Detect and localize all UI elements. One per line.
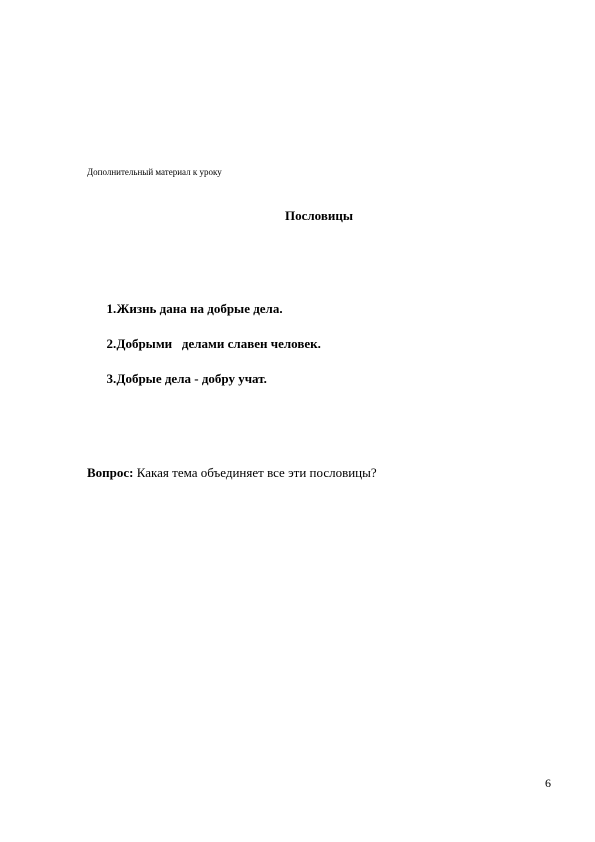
proverb-list: [87, 282, 321, 387]
page-number: 6: [545, 776, 551, 790]
list-item-text: Добрые дела - добру учат.: [116, 371, 267, 386]
question-label: Вопрос:: [87, 465, 134, 480]
list-item-text: Добрыми делами славен человек.: [116, 336, 321, 351]
list-item: [87, 317, 321, 351]
question-paragraph: [87, 465, 377, 481]
list-item-number: 3.: [106, 371, 117, 386]
page-title: Пословицы: [284, 208, 353, 223]
list-item: [87, 282, 321, 316]
list-item-number: 1.: [106, 301, 117, 316]
list-item: [87, 352, 321, 386]
question-text: Какая тема объединяет все эти пословицы?: [133, 465, 377, 480]
list-item-text: Жизнь дана на добрые дела.: [116, 301, 283, 316]
list-item-number: 2.: [106, 336, 117, 351]
document-subtitle: Дополнительный материал к уроку: [87, 167, 222, 177]
